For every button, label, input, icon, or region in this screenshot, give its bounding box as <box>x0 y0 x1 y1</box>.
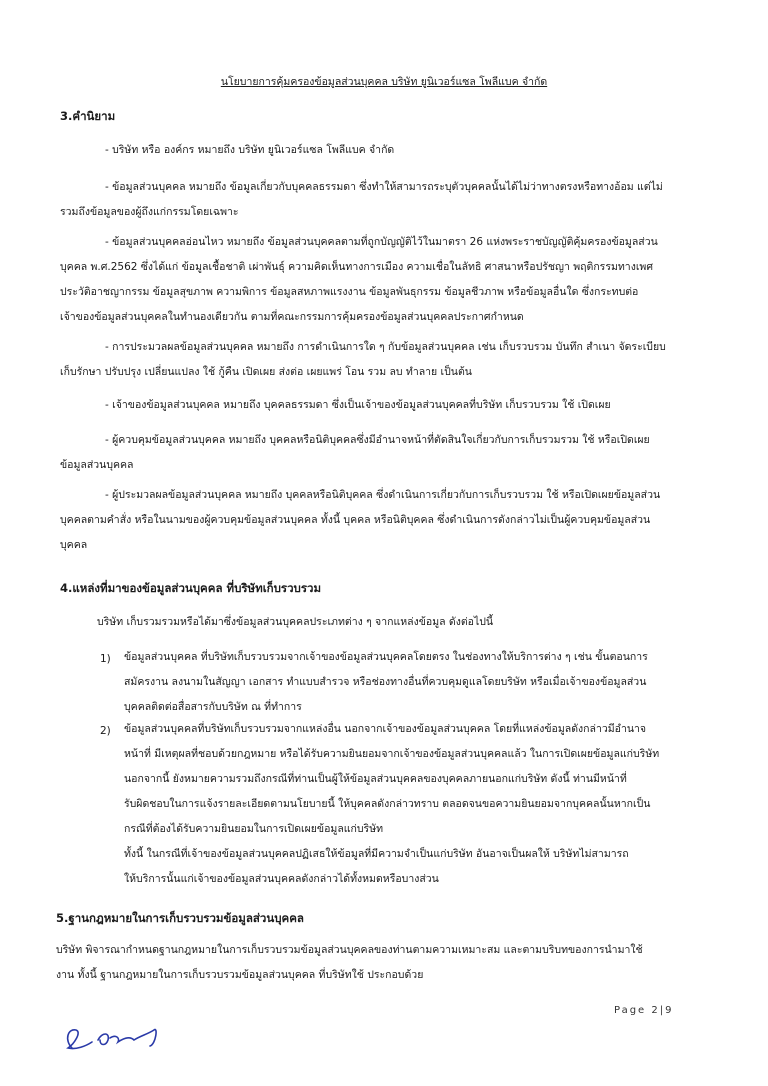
text-line: บุคคลติดต่อสื่อสารกับบริษัท ณ ที่ทำการ <box>124 701 302 713</box>
text-line: - ผู้ประมวลผลข้อมูลส่วนบุคคล หมายถึง บุคคลหรือนิติบุคคล ซึ่งดำเนินการเกี่ยวกับการเก็บรวบรวม ใช้ หรือเปิดเผยข้อมูลส่วน <box>105 489 661 501</box>
text-line: - การประมวลผลข้อมูลส่วนบุคคล หมายถึง การดำเนินการใด ๆ กับข้อมูลส่วนบุคคล เช่น เก็บรวบรวม บันทึก สำเนา จัดระเบียบ <box>105 341 666 353</box>
list-number: 2) <box>100 725 111 737</box>
text-line: บริษัท เก็บรวมรวมหรือได้มาซึ่งข้อมูลส่วนบุคคลประเภทต่าง ๆ จากแหล่งข้อมูล ดังต่อไปนี้ <box>97 616 494 628</box>
text-line: ประวัติอาชญากรรม ข้อมูลสุขภาพ ความพิการ ข้อมูลสหภาพแรงงาน ข้อมูลพันธุกรรม ข้อมูลชีวภาพ หรือข้อมูลอื่นใด ซึ่งกระทบต่อ <box>60 286 639 298</box>
text-line: รับผิดชอบในการแจ้งรายละเอียดตามนโยบายนี้ ให้บุคคลดังกล่าวทราบ ตลอดจนขอความยินยอมจากบุคคลนั้นหากเป็น <box>124 798 651 810</box>
definition-sensitive-data <box>60 230 658 330</box>
text-line: - บริษัท หรือ องค์กร หมายถึง บริษัท ยูนิเวอร์แซล โพลีแบค จำกัด <box>105 144 395 156</box>
text-line: บุคคล <box>60 539 88 551</box>
definition-data-owner <box>105 393 611 418</box>
definition-company <box>105 138 394 163</box>
source-item-2 <box>124 717 659 892</box>
definition-data-processor <box>60 483 660 558</box>
text-line: - เจ้าของข้อมูลส่วนบุคคล หมายถึง บุคคลธรรมดา ซึ่งเป็นเจ้าของข้อมูลส่วนบุคคลที่บริษัท เก็บรวบรวม ใช้ เปิดเผย <box>105 399 611 411</box>
section-4-intro <box>97 610 493 635</box>
text-line: นอกจากนี้ ยังหมายความรวมถึงกรณีที่ท่านเป็นผู้ให้ข้อมูลส่วนบุคคลของบุคคลภายนอกแก่บริษัท ดังนี้ ท่านมีหน้าที่ <box>124 773 627 785</box>
text-line: งาน ทั้งนี้ ฐานกฎหมายในการเก็บรวบรวมข้อมูลส่วนบุคคล ที่บริษัทใช้ ประกอบด้วย <box>56 969 424 981</box>
definition-processing <box>60 335 666 385</box>
text-line: เจ้าของข้อมูลส่วนบุคคลในทำนองเดียวกัน ตามที่คณะกรรมการคุ้มครองข้อมูลส่วนบุคคลประกาศกำหนด <box>60 311 524 323</box>
signature-mark <box>58 1010 168 1058</box>
text-line: บุคคล พ.ศ.2562 ซึ่งได้แก่ ข้อมูลเชื้อชาติ เผ่าพันธุ์ ความคิดเห็นทางการเมือง ความเชื่อในลัทธิ ศาสนาหรือปรัชญา พฤติกรรมทางเพศ <box>60 261 653 273</box>
definition-data-controller <box>60 428 650 478</box>
section-5-paragraph <box>56 938 643 988</box>
text-line: เก็บรักษา ปรับปรุง เปลี่ยนแปลง ใช้ กู้คืน เปิดเผย ส่งต่อ เผยแพร่ โอน รวม ลบ ทำลาย เป็นต้น <box>60 366 472 378</box>
text-line: - ผู้ควบคุมข้อมูลส่วนบุคคล หมายถึง บุคคลหรือนิติบุคคลซึ่งมีอำนาจหน้าที่ตัดสินใจเกี่ยวกับการเก็บรวมรวม ใช้ หรือเปิดเผย <box>105 434 650 446</box>
text-line: บุคคลตามคำสั่ง หรือในนามของผู้ควบคุมข้อมูลส่วนบุคคล ทั้งนี้ บุคคล หรือนิติบุคคล ซึ่งดำเนินการดังกล่าวไม่เป็นผู้ควบคุมข้อมูลส่วน <box>60 514 651 526</box>
text-line: ข้อมูลส่วนบุคคล ที่บริษัทเก็บรวบรวมจากเจ้าของข้อมูลส่วนบุคคลโดยตรง ในช่องทางให้บริการต่าง ๆ เช่น ขั้นตอนการ <box>124 651 648 663</box>
source-item-1 <box>124 645 648 720</box>
definition-personal-data <box>60 175 663 225</box>
text-line: ทั้งนี้ ในกรณีที่เจ้าของข้อมูลส่วนบุคคลปฏิเสธให้ข้อมูลที่มีความจำเป็นแก่บริษัท อันอาจเป็นผลให้ บริษัทไม่สามารถ <box>124 848 629 860</box>
text-line: - ข้อมูลส่วนบุคคล หมายถึง ข้อมูลเกี่ยวกับบุคคลธรรมดา ซึ่งทำให้สามารถระบุตัวบุคคลนั้นได้ไม่ว่าทางตรงหรือทางอ้อม แต่ไม่ <box>105 181 663 193</box>
text-line: ข้อมูลส่วนบุคคล <box>60 459 134 471</box>
list-number: 1) <box>100 653 111 665</box>
text-line: รวมถึงข้อมูลของผู้ถึงแก่กรรมโดยเฉพาะ <box>60 206 239 218</box>
text-line: บริษัท พิจารณากำหนดฐานกฎหมายในการเก็บรวบรวมข้อมูลส่วนบุคคลของท่านตามความเหมาะสม และตามบริบทของการนำมาใช้ <box>56 944 643 956</box>
section-4-heading: 4.แหล่งที่มาของข้อมูลส่วนบุคคล ที่บริษัทเก็บรวบรวม <box>60 581 322 595</box>
text-line: ให้บริการนั้นแก่เจ้าของข้อมูลส่วนบุคคลดังกล่าวได้ทั้งหมดหรือบางส่วน <box>124 873 439 885</box>
text-line: สมัครงาน ลงนามในสัญญา เอกสาร ทำแบบสำรวจ หรือช่องทางอื่นที่ควบคุมดูแลโดยบริษัท หรือเมื่อเจ้าของข้อมูลส่วน <box>124 676 647 688</box>
text-line: - ข้อมูลส่วนบุคคลอ่อนไหว หมายถึง ข้อมูลส่วนบุคคลตามที่ถูกบัญญัติไว้ในมาตรา 26 แห่งพระราชบัญญัติคุ้มครองข้อมูลส่วน <box>105 236 658 248</box>
document-title: นโยบายการคุ้มครองข้อมูลส่วนบุคคล บริษัท ยูนิเวอร์แซล โพลีแบค จำกัด <box>220 76 548 88</box>
section-5-heading: 5.ฐานกฎหมายในการเก็บรวบรวมข้อมูลส่วนบุคคล <box>56 911 304 925</box>
page-number: Page 2|9 <box>614 1005 674 1016</box>
text-line: กรณีที่ต้องได้รับความยินยอมในการเปิดเผยข้อมูลแก่บริษัท <box>124 823 384 835</box>
section-3-heading: 3.คำนิยาม <box>60 109 116 123</box>
text-line: หน้าที่ มีเหตุผลที่ชอบด้วยกฎหมาย หรือได้รับความยินยอมจากเจ้าของข้อมูลส่วนบุคคลแล้ว ในการเปิดเผยข้อมูลแก่บริษัท <box>124 748 660 760</box>
text-line: ข้อมูลส่วนบุคคลที่บริษัทเก็บรวบรวมจากแหล่งอื่น นอกจากเจ้าของข้อมูลส่วนบุคคล โดยที่แหล่งข้อมูลดังกล่าวมีอำนาจ <box>124 723 647 735</box>
